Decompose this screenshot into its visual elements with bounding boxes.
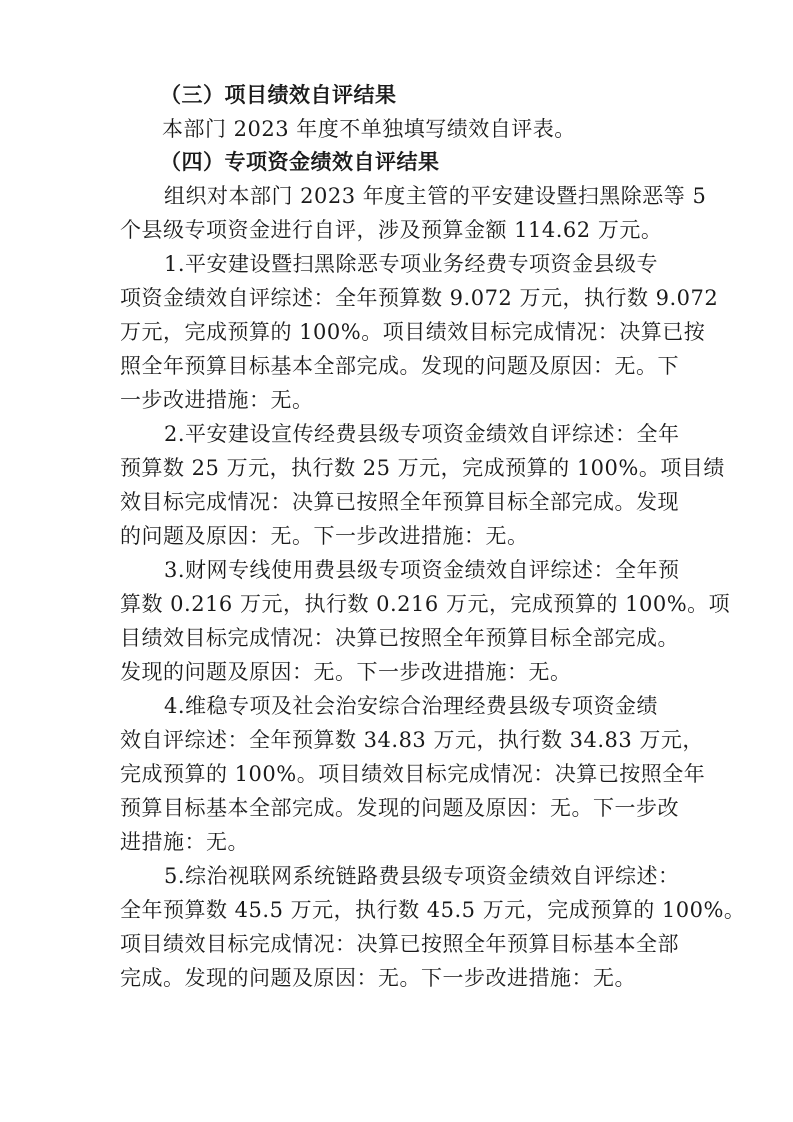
item1-line-4: 照全年预算目标基本全部完成。发现的问题及原因：无。下 xyxy=(120,354,679,378)
item3-line-1: 3.财网专线使用费县级专项资金绩效自评综述：全年预 xyxy=(164,558,680,582)
item5-line-1: 5.综治视联网系统链路费县级专项资金绩效自评综述： xyxy=(164,864,680,888)
item3-line-4: 发现的问题及原因：无。下一步改进措施：无。 xyxy=(120,660,572,684)
item1-line-2: 项资金绩效自评综述：全年预算数 9.072 万元，执行数 9.072 xyxy=(120,286,719,310)
item2-line-2: 预算数 25 万元，执行数 25 万元，完成预算的 100%。项目绩 xyxy=(120,456,725,480)
section-heading-3: （三）项目绩效自评结果 xyxy=(160,82,397,107)
item4-line-2: 效自评综述：全年预算数 34.83 万元，执行数 34.83 万元， xyxy=(120,728,704,752)
item4-line-4: 预算目标基本全部完成。发现的问题及原因：无。下一步改 xyxy=(120,796,679,820)
section-heading-4: （四）专项资金绩效自评结果 xyxy=(160,149,440,174)
item3-line-2: 算数 0.216 万元，执行数 0.216 万元，完成预算的 100%。项 xyxy=(120,592,731,616)
paragraph-no-self-eval-table: 本部门 2023 年度不单独填写绩效自评表。 xyxy=(162,117,576,141)
item2-line-3: 效目标完成情况：决算已按照全年预算目标全部完成。发现 xyxy=(120,490,679,514)
item1-line-1: 1.平安建设暨扫黑除恶专项业务经费专项资金县级专 xyxy=(164,252,659,276)
item2-line-1: 2.平安建设宣传经费县级专项资金绩效自评综述：全年 xyxy=(164,422,680,446)
item4-line-5: 进措施：无。 xyxy=(120,830,249,854)
item3-line-3: 目绩效目标完成情况：决算已按照全年预算目标全部完成。 xyxy=(120,626,679,650)
item5-line-3: 项目绩效目标完成情况：决算已按照全年预算目标基本全部 xyxy=(120,932,679,956)
item5-line-4: 完成。发现的问题及原因：无。下一步改进措施：无。 xyxy=(120,966,636,990)
item4-line-3: 完成预算的 100%。项目绩效目标完成情况：决算已按照全年 xyxy=(120,762,706,786)
item1-line-5: 一步改进措施：无。 xyxy=(120,388,314,412)
item5-line-2: 全年预算数 45.5 万元，执行数 45.5 万元，完成预算的 100%。 xyxy=(120,898,746,922)
intro-line-1: 组织对本部门 2023 年度主管的平安建设暨扫黑除恶等 5 xyxy=(164,184,707,208)
item4-line-1: 4.维稳专项及社会治安综合治理经费县级专项资金绩 xyxy=(164,694,659,718)
intro-line-2: 个县级专项资金进行自评，涉及预算金额 114.62 万元。 xyxy=(120,218,663,242)
item1-line-3: 万元，完成预算的 100%。项目绩效目标完成情况：决算已按 xyxy=(120,320,706,344)
item2-line-4: 的问题及原因：无。下一步改进措施：无。 xyxy=(120,524,529,548)
